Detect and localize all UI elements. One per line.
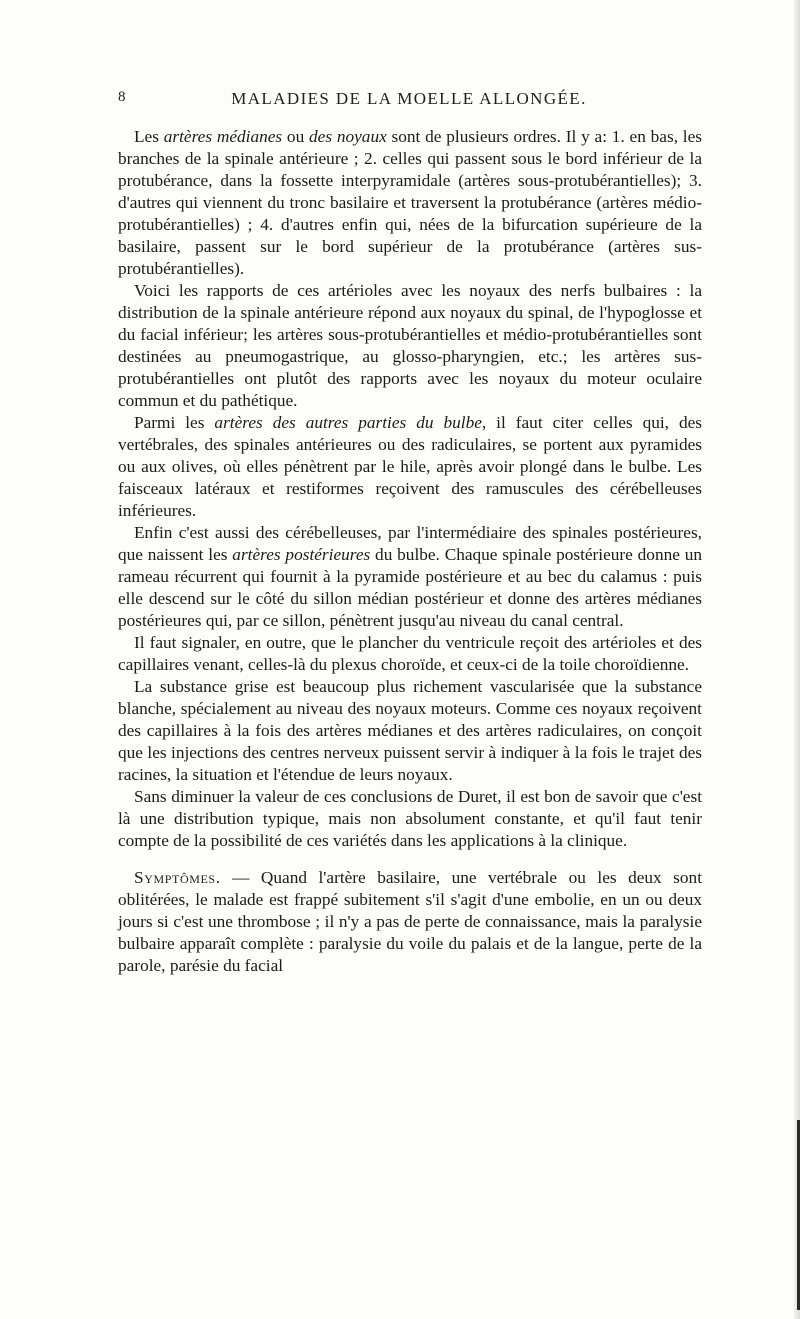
paragraph-text: Enfin c'est aussi des cérébelleuses, par l'intermédiaire des spinales postérieures, que naissent les xyxy=(118,523,702,564)
page-header xyxy=(118,89,700,115)
running-title: MALADIES DE LA MOELLE ALLONGÉE. xyxy=(231,89,587,108)
page-number: 8 xyxy=(118,89,126,105)
paragraph-text: La substance grise est beaucoup plus richement vascularisée que la substance blanche, spécialement au niveau des noyaux moteurs. Comme ces noyaux reçoivent des capillaires à la fois des artères médianes et des artères radiculaires, on conçoit que les injections des centres nerveux puissent servir à indiquer à la fois le trajet des racines, la situation et l'étendue de leurs noyaux. xyxy=(118,677,702,784)
paragraph-arteres-medianes xyxy=(118,126,702,280)
paragraph-text: Il faut signaler, en outre, que le plancher du ventricule reçoit des artérioles et des capillaires venant, celles-là du plexus choroïde, et ceux-ci de la toile choroïdienne. xyxy=(118,633,702,674)
paragraph-text: ou xyxy=(282,127,310,146)
paragraph-rapports xyxy=(118,280,702,412)
paragraph-arteres-posterieures xyxy=(118,522,702,632)
italic-term: artères des autres parties du bulbe xyxy=(214,413,482,432)
paragraph-text: du bulbe. Chaque spinale postérieure donne un rameau récurrent qui fournit à la pyramide postérieure et au bec du calamus : puis elle descend sur le côté du sillon médian postérieur et donne des artères médianes postérieures qui, par ce sillon, pénètrent jusqu'au niveau du canal central. xyxy=(118,545,702,630)
paragraph-text: Parmi les xyxy=(134,413,215,432)
paragraph-autres-parties xyxy=(118,412,702,522)
paragraph-text: sont de plusieurs ordres. Il y a: 1. en bas, les branches de la spinale antérieure ; 2. celles qui passent sous le bord inférieur de la protubérance, dans la fossette interpyramidale (artères sous-protubérantielles); 3. d'autres qui viennent du tronc basilaire et traversent la protubérance (artères médio-protubérantielles) ; 4. d'autres enfin qui, nées de la bifurcation supérieure de la basilaire, passent sur le bord supérieur de la protubérance (artères sus-protubérantielles). xyxy=(118,127,703,278)
paragraph-text: — Quand l'artère basilaire, une vertébrale ou les deux sont oblitérées, le malade est frappé subitement s'il s'agit d'une embolie, en un ou deux jours si c'est une thrombose ; il n'y a pas de perte de connaissance, mais la paralysie bulbaire apparaît complète : paralysie du voile du palais et de la langue, perte de la parole, parésie du facial xyxy=(118,868,702,975)
body-text xyxy=(118,126,702,977)
section-heading-symptomes: Symptômes. xyxy=(134,868,221,887)
paragraph-plancher-ventricule xyxy=(118,632,702,676)
italic-term: artères médianes xyxy=(163,127,283,146)
paragraph-text: , il faut citer celles qui, des vertébrales, des spinales antérieures ou des radiculaires, se portent aux pyramides ou aux olives, où elles pénètrent par le hile, après avoir plongé dans le bulbe. Les faisceaux latéraux et restiformes reçoivent des ramuscules des cérébelleuses inférieures. xyxy=(118,413,702,520)
paragraph-text: Les xyxy=(134,127,164,146)
paragraph-text: Voici les rapports de ces artérioles avec les noyaux des nerfs bulbaires : la distribution de la spinale antérieure répond aux noyaux du spinal, de l'hypoglosse et du facial inférieur; les artères sous-protubérantielles et médio-protubérantielles sont destinées au pneumogastrique, au glosso-pharyngien, etc.; les artères sus-protubérantielles ont plutôt des rapports avec les noyaux du moteur oculaire commun et du pathétique. xyxy=(118,281,702,410)
paragraph-substance-grise xyxy=(118,676,702,786)
paragraph-text: Sans diminuer la valeur de ces conclusions de Duret, il est bon de savoir que c'est là une distribution typique, mais non absolument constante, et qu'il faut tenir compte de la possibilité de ces variétés dans les applications à la clinique. xyxy=(118,787,702,850)
paragraph-duret xyxy=(118,786,702,852)
italic-term: artères postérieures xyxy=(232,545,371,564)
italic-term: des noyaux xyxy=(309,127,387,146)
paragraph-symptomes xyxy=(118,867,702,977)
